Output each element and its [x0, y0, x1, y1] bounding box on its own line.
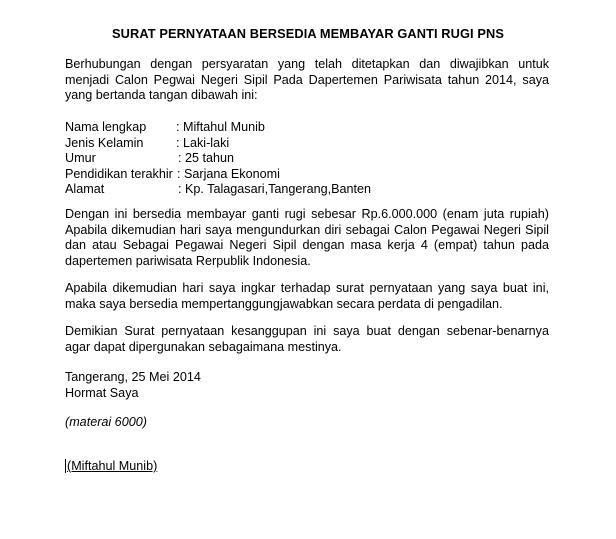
- paragraph-line: Apabila dikemudian hari saya ingkar terhadap surat pernyataan yang saya buat ini,: [65, 281, 549, 295]
- commitment-paragraph: [65, 207, 549, 269]
- field-age: [65, 151, 549, 167]
- text-cursor: [65, 459, 66, 473]
- closing-paragraph: [65, 324, 549, 355]
- field-value: : Laki-laki: [176, 135, 230, 150]
- paragraph-line: Demikian Surat pernyataan kesanggupan ini saya buat dengan sebenar-benarnya: [65, 324, 549, 338]
- intro-paragraph: [65, 57, 549, 104]
- field-address: [65, 182, 549, 198]
- identity-fields: [65, 120, 549, 198]
- paragraph-line: Apabila dikemudian hari saya mengundurkan diri sebagai Calon Pegawai Negeri Sipil: [65, 222, 549, 237]
- intro-line: yang bertanda tangan dibawah ini:: [65, 88, 258, 103]
- regards-text: Hormat Saya: [65, 385, 139, 400]
- signatory-name: (Miftahul Munib): [67, 459, 158, 473]
- field-gender: [65, 136, 549, 152]
- field-label: Jenis Kelamin: [65, 135, 144, 150]
- paragraph-line: Dengan ini bersedia membayar ganti rugi sebesar Rp.6.000.000 (enam juta rupiah): [65, 207, 549, 221]
- field-label: Alamat: [65, 182, 105, 197]
- field-value: : Kp. Talagasari,Tangerang,Banten: [178, 182, 372, 197]
- intro-line: menjadi Calon Pegwai Negeri Sipil Pada Dapertemen Pariwisata tahun 2014, saya: [65, 72, 549, 87]
- paragraph-line: dan atau Sebagai Pegawai Negeri Sipil dengan masa kerja 4 (empat) tahun pada: [65, 238, 549, 253]
- liability-paragraph: [65, 281, 549, 312]
- intro-line: Berhubungan dengan persyaratan yang telah ditetapkan dan diwajibkan untuk: [65, 57, 549, 71]
- place-date: Tangerang, 25 Mei 2014: [65, 370, 201, 384]
- field-name: [65, 120, 549, 136]
- field-label: Nama lengkap: [65, 120, 147, 134]
- field-value: : Sarjana Ekonomi: [177, 166, 280, 181]
- stamp-note: (materai 6000): [65, 415, 147, 429]
- document-title: SURAT PERNYATAAN BERSEDIA MEMBAYAR GANTI RUGI PNS: [112, 26, 504, 41]
- field-education: [65, 167, 549, 183]
- field-label: Pendidikan terakhir: [65, 166, 173, 181]
- paragraph-line: maka saya bersedia mempertanggungjawabkan secara perdata di pengadilan.: [65, 296, 503, 311]
- signature-line: [65, 459, 549, 475]
- paragraph-line: agar dapat dipergunakan sebagaimana mestinya.: [65, 339, 342, 354]
- paragraph-line: dapertemen pariwisata Rerpublik Indonesia.: [65, 253, 311, 268]
- field-value: : 25 tahun: [178, 151, 235, 166]
- signature-block: [65, 370, 549, 401]
- field-value: : Miftahul Munib: [176, 120, 265, 134]
- field-label: Umur: [65, 151, 96, 166]
